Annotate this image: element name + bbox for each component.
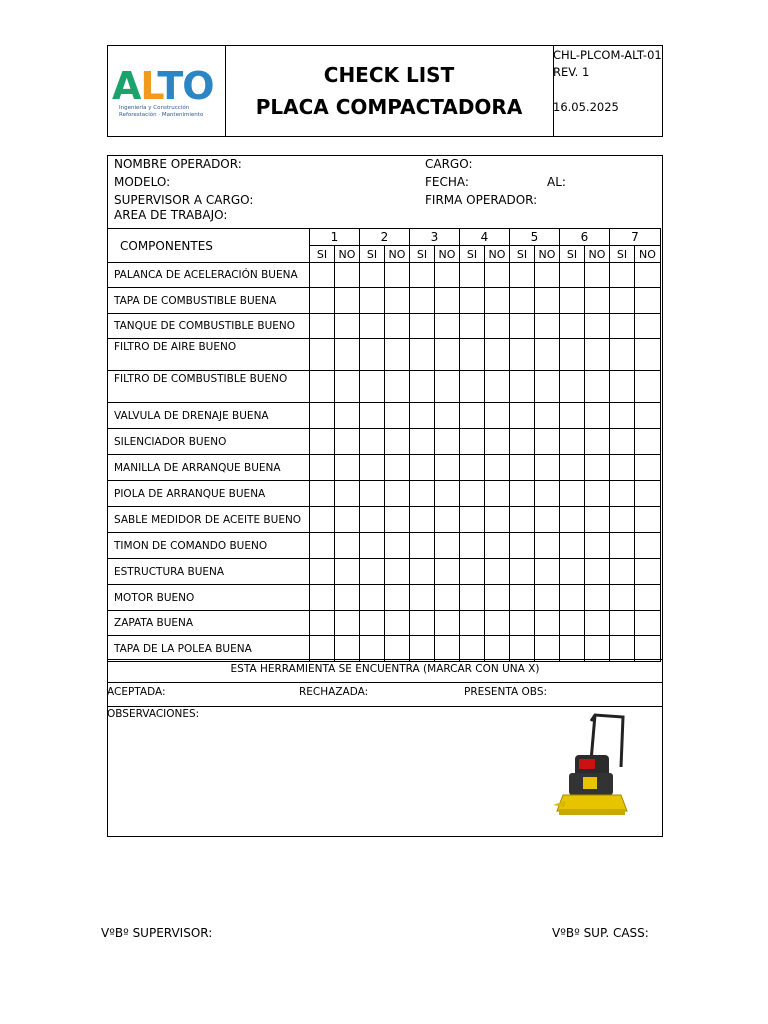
check-cell[interactable] bbox=[535, 429, 560, 455]
check-cell[interactable] bbox=[435, 533, 460, 559]
check-cell[interactable] bbox=[510, 288, 535, 314]
check-cell[interactable] bbox=[460, 481, 485, 507]
check-cell[interactable] bbox=[360, 314, 385, 339]
check-cell[interactable] bbox=[510, 339, 535, 371]
table-row bbox=[108, 371, 661, 403]
check-cell[interactable] bbox=[435, 403, 460, 429]
check-cell[interactable] bbox=[310, 636, 335, 662]
check-cell[interactable] bbox=[585, 314, 610, 339]
firma-label: FIRMA OPERADOR: bbox=[425, 193, 538, 207]
check-cell[interactable] bbox=[560, 481, 585, 507]
check-cell[interactable] bbox=[560, 636, 585, 662]
check-cell[interactable] bbox=[360, 263, 385, 288]
check-cell[interactable] bbox=[510, 507, 535, 533]
check-cell[interactable] bbox=[460, 585, 485, 611]
check-cell[interactable] bbox=[435, 507, 460, 533]
check-cell[interactable] bbox=[310, 481, 335, 507]
table-row bbox=[108, 507, 661, 533]
check-cell[interactable] bbox=[510, 636, 535, 662]
check-cell[interactable] bbox=[510, 429, 535, 455]
cargo-label: CARGO: bbox=[425, 157, 473, 171]
check-cell[interactable] bbox=[585, 403, 610, 429]
component-label: FILTRO DE COMBUSTIBLE BUENO bbox=[108, 371, 310, 403]
check-cell[interactable] bbox=[610, 611, 635, 636]
day-header: 2 bbox=[360, 229, 410, 246]
check-cell[interactable] bbox=[585, 263, 610, 288]
check-cell[interactable] bbox=[560, 314, 585, 339]
accepted-label: ACEPTADA: bbox=[107, 686, 166, 698]
check-cell[interactable] bbox=[485, 636, 510, 662]
check-cell[interactable] bbox=[485, 263, 510, 288]
observations-area bbox=[107, 706, 663, 836]
check-cell[interactable] bbox=[410, 429, 435, 455]
check-cell[interactable] bbox=[310, 559, 335, 585]
check-cell[interactable] bbox=[335, 533, 360, 559]
logo-wordmark: ALTO bbox=[112, 64, 214, 108]
check-cell[interactable] bbox=[535, 559, 560, 585]
check-cell[interactable] bbox=[460, 533, 485, 559]
component-label: ZAPATA BUENA bbox=[108, 611, 310, 636]
check-cell[interactable] bbox=[585, 611, 610, 636]
check-cell[interactable] bbox=[460, 611, 485, 636]
check-cell[interactable] bbox=[535, 314, 560, 339]
check-cell[interactable] bbox=[510, 611, 535, 636]
check-cell[interactable] bbox=[335, 611, 360, 636]
check-cell[interactable] bbox=[610, 507, 635, 533]
check-cell[interactable] bbox=[460, 507, 485, 533]
check-cell[interactable] bbox=[360, 533, 385, 559]
component-label: MANILLA DE ARRANQUE BUENA bbox=[108, 455, 310, 481]
table-row bbox=[108, 339, 661, 371]
day-header: 4 bbox=[460, 229, 510, 246]
check-cell[interactable] bbox=[310, 429, 335, 455]
table-row bbox=[108, 559, 661, 585]
check-cell[interactable] bbox=[310, 533, 335, 559]
check-cell[interactable] bbox=[435, 636, 460, 662]
check-cell[interactable] bbox=[585, 371, 610, 403]
checklist-form bbox=[107, 155, 663, 837]
si-header: SI bbox=[460, 246, 485, 263]
component-label: ESTRUCTURA BUENA bbox=[108, 559, 310, 585]
check-cell[interactable] bbox=[560, 263, 585, 288]
check-cell[interactable] bbox=[610, 559, 635, 585]
check-cell[interactable] bbox=[335, 429, 360, 455]
table-row bbox=[108, 263, 661, 288]
component-label: SILENCIADOR BUENO bbox=[108, 429, 310, 455]
check-cell[interactable] bbox=[360, 611, 385, 636]
check-cell[interactable] bbox=[435, 481, 460, 507]
check-cell[interactable] bbox=[610, 371, 635, 403]
si-header: SI bbox=[610, 246, 635, 263]
check-cell[interactable] bbox=[610, 314, 635, 339]
rejected-label: RECHAZADA: bbox=[299, 686, 369, 698]
check-cell[interactable] bbox=[610, 403, 635, 429]
check-cell[interactable] bbox=[335, 585, 360, 611]
check-cell[interactable] bbox=[535, 611, 560, 636]
check-cell[interactable] bbox=[635, 533, 661, 559]
logo-subtitle-1: Ingeniería y Construcción bbox=[119, 105, 190, 111]
check-cell[interactable] bbox=[385, 403, 410, 429]
check-cell[interactable] bbox=[360, 636, 385, 662]
check-cell[interactable] bbox=[310, 371, 335, 403]
check-cell[interactable] bbox=[560, 455, 585, 481]
fecha-label: FECHA: bbox=[425, 175, 469, 189]
check-cell[interactable] bbox=[460, 339, 485, 371]
check-cell[interactable] bbox=[360, 288, 385, 314]
check-cell[interactable] bbox=[310, 403, 335, 429]
check-cell[interactable] bbox=[410, 371, 435, 403]
check-cell[interactable] bbox=[535, 455, 560, 481]
check-cell[interactable] bbox=[610, 429, 635, 455]
table-row bbox=[108, 481, 661, 507]
model-label: MODELO: bbox=[114, 175, 171, 189]
check-cell[interactable] bbox=[435, 611, 460, 636]
doc-revision: REV. 1 bbox=[553, 65, 590, 79]
check-cell[interactable] bbox=[410, 611, 435, 636]
day-header: 7 bbox=[610, 229, 661, 246]
document-header bbox=[107, 45, 663, 137]
check-cell[interactable] bbox=[560, 585, 585, 611]
component-label: PIOLA DE ARRANQUE BUENA bbox=[108, 481, 310, 507]
compactor-image bbox=[535, 711, 637, 827]
check-cell[interactable] bbox=[510, 533, 535, 559]
check-cell[interactable] bbox=[535, 507, 560, 533]
check-cell[interactable] bbox=[535, 263, 560, 288]
check-cell[interactable] bbox=[460, 263, 485, 288]
check-cell[interactable] bbox=[585, 559, 610, 585]
check-cell[interactable] bbox=[560, 507, 585, 533]
check-cell[interactable] bbox=[335, 636, 360, 662]
check-cell[interactable] bbox=[610, 288, 635, 314]
check-cell[interactable] bbox=[485, 403, 510, 429]
check-cell[interactable] bbox=[635, 429, 661, 455]
day-header: 1 bbox=[310, 229, 360, 246]
check-cell[interactable] bbox=[310, 339, 335, 371]
check-cell[interactable] bbox=[510, 481, 535, 507]
check-cell[interactable] bbox=[535, 585, 560, 611]
check-cell[interactable] bbox=[635, 314, 661, 339]
si-header: SI bbox=[560, 246, 585, 263]
check-cell[interactable] bbox=[410, 559, 435, 585]
component-label: TANQUE DE COMBUSTIBLE BUENO bbox=[108, 314, 310, 339]
table-row bbox=[108, 429, 661, 455]
check-cell[interactable] bbox=[335, 559, 360, 585]
supervisor-signature-label: VºBº SUPERVISOR: bbox=[101, 926, 213, 940]
logo bbox=[108, 46, 226, 136]
check-cell[interactable] bbox=[460, 403, 485, 429]
check-cell[interactable] bbox=[385, 585, 410, 611]
check-cell[interactable] bbox=[460, 314, 485, 339]
check-cell[interactable] bbox=[460, 455, 485, 481]
check-cell[interactable] bbox=[635, 585, 661, 611]
observed-label: PRESENTA OBS: bbox=[464, 686, 548, 698]
check-cell[interactable] bbox=[635, 339, 661, 371]
table-row bbox=[108, 455, 661, 481]
status-options bbox=[107, 682, 663, 706]
check-cell[interactable] bbox=[335, 263, 360, 288]
table-row bbox=[108, 636, 661, 662]
no-header: NO bbox=[635, 246, 661, 263]
doc-code: CHL-PLCOM-ALT-01 bbox=[553, 48, 662, 62]
no-header: NO bbox=[385, 246, 410, 263]
logo-subtitle-2: Reforestación · Mantenimiento bbox=[119, 112, 204, 118]
check-cell[interactable] bbox=[385, 636, 410, 662]
check-cell[interactable] bbox=[485, 371, 510, 403]
check-cell[interactable] bbox=[485, 533, 510, 559]
check-cell[interactable] bbox=[635, 263, 661, 288]
component-label: TAPA DE LA POLEA BUENA bbox=[108, 636, 310, 662]
check-cell[interactable] bbox=[610, 263, 635, 288]
page-title bbox=[225, 46, 554, 136]
check-cell[interactable] bbox=[385, 533, 410, 559]
no-header: NO bbox=[535, 246, 560, 263]
check-cell[interactable] bbox=[435, 429, 460, 455]
check-cell[interactable] bbox=[635, 455, 661, 481]
area-label: AREA DE TRABAJO: bbox=[114, 208, 228, 222]
check-cell[interactable] bbox=[385, 288, 410, 314]
al-label: AL: bbox=[547, 175, 566, 189]
check-cell[interactable] bbox=[335, 288, 360, 314]
check-cell[interactable] bbox=[585, 507, 610, 533]
check-cell[interactable] bbox=[635, 288, 661, 314]
observations-label: OBSERVACIONES: bbox=[107, 708, 200, 720]
check-cell[interactable] bbox=[385, 559, 410, 585]
check-cell[interactable] bbox=[585, 339, 610, 371]
check-cell[interactable] bbox=[485, 585, 510, 611]
day-header: 6 bbox=[560, 229, 610, 246]
si-header: SI bbox=[360, 246, 385, 263]
check-cell[interactable] bbox=[335, 371, 360, 403]
check-cell[interactable] bbox=[385, 507, 410, 533]
doc-meta bbox=[553, 46, 662, 136]
check-cell[interactable] bbox=[435, 263, 460, 288]
check-cell[interactable] bbox=[535, 371, 560, 403]
check-cell[interactable] bbox=[435, 314, 460, 339]
check-cell[interactable] bbox=[485, 455, 510, 481]
check-cell[interactable] bbox=[510, 559, 535, 585]
check-cell[interactable] bbox=[535, 481, 560, 507]
check-cell[interactable] bbox=[585, 288, 610, 314]
check-cell[interactable] bbox=[535, 288, 560, 314]
check-cell[interactable] bbox=[310, 263, 335, 288]
no-header: NO bbox=[585, 246, 610, 263]
table-row bbox=[108, 611, 661, 636]
check-cell[interactable] bbox=[585, 455, 610, 481]
check-cell[interactable] bbox=[360, 585, 385, 611]
check-cell[interactable] bbox=[510, 403, 535, 429]
check-cell[interactable] bbox=[610, 455, 635, 481]
check-cell[interactable] bbox=[560, 559, 585, 585]
check-cell[interactable] bbox=[385, 371, 410, 403]
component-label: VALVULA DE DRENAJE BUENA bbox=[108, 403, 310, 429]
check-cell[interactable] bbox=[510, 263, 535, 288]
check-cell[interactable] bbox=[385, 339, 410, 371]
check-cell[interactable] bbox=[610, 533, 635, 559]
component-label: TIMON DE COMANDO BUENO bbox=[108, 533, 310, 559]
check-cell[interactable] bbox=[410, 481, 435, 507]
table-row bbox=[108, 403, 661, 429]
status-instruction: ESTA HERRAMIENTA SE ENCUENTRA (MARCAR CON UNA X) bbox=[107, 659, 663, 683]
check-cell[interactable] bbox=[360, 507, 385, 533]
check-cell[interactable] bbox=[460, 636, 485, 662]
check-cell[interactable] bbox=[485, 314, 510, 339]
check-cell[interactable] bbox=[485, 481, 510, 507]
title-line-1: CHECK LIST bbox=[323, 63, 455, 87]
check-cell[interactable] bbox=[535, 339, 560, 371]
si-header: SI bbox=[310, 246, 335, 263]
check-cell[interactable] bbox=[310, 455, 335, 481]
check-cell[interactable] bbox=[410, 339, 435, 371]
check-cell[interactable] bbox=[585, 585, 610, 611]
day-header: 3 bbox=[410, 229, 460, 246]
check-cell[interactable] bbox=[360, 339, 385, 371]
check-cell[interactable] bbox=[335, 339, 360, 371]
check-cell[interactable] bbox=[635, 507, 661, 533]
check-cell[interactable] bbox=[335, 481, 360, 507]
check-cell[interactable] bbox=[310, 288, 335, 314]
check-cell[interactable] bbox=[585, 429, 610, 455]
check-cell[interactable] bbox=[410, 263, 435, 288]
check-cell[interactable] bbox=[560, 288, 585, 314]
check-cell[interactable] bbox=[535, 403, 560, 429]
si-header: SI bbox=[410, 246, 435, 263]
check-cell[interactable] bbox=[335, 403, 360, 429]
check-cell[interactable] bbox=[435, 371, 460, 403]
check-cell[interactable] bbox=[535, 533, 560, 559]
check-cell[interactable] bbox=[385, 263, 410, 288]
check-cell[interactable] bbox=[360, 429, 385, 455]
check-cell[interactable] bbox=[460, 288, 485, 314]
check-cell[interactable] bbox=[360, 481, 385, 507]
components-header: COMPONENTES bbox=[108, 229, 310, 263]
check-cell[interactable] bbox=[360, 371, 385, 403]
check-cell[interactable] bbox=[610, 585, 635, 611]
check-cell[interactable] bbox=[560, 429, 585, 455]
check-cell[interactable] bbox=[485, 611, 510, 636]
check-cell[interactable] bbox=[335, 507, 360, 533]
check-cell[interactable] bbox=[385, 611, 410, 636]
check-cell[interactable] bbox=[385, 314, 410, 339]
check-cell[interactable] bbox=[435, 585, 460, 611]
component-label: FILTRO DE AIRE BUENO bbox=[108, 339, 310, 371]
check-cell[interactable] bbox=[585, 636, 610, 662]
check-cell[interactable] bbox=[435, 288, 460, 314]
check-cell[interactable] bbox=[460, 429, 485, 455]
check-cell[interactable] bbox=[585, 481, 610, 507]
check-cell[interactable] bbox=[610, 481, 635, 507]
no-header: NO bbox=[485, 246, 510, 263]
title-line-2: PLACA COMPACTADORA bbox=[255, 95, 523, 119]
sup-cass-signature-label: VºBº SUP. CASS: bbox=[552, 926, 649, 940]
component-label: MOTOR BUENO bbox=[108, 585, 310, 611]
check-cell[interactable] bbox=[635, 371, 661, 403]
check-cell[interactable] bbox=[635, 481, 661, 507]
check-cell[interactable] bbox=[510, 314, 535, 339]
check-cell[interactable] bbox=[335, 455, 360, 481]
check-cell[interactable] bbox=[410, 585, 435, 611]
day-header: 5 bbox=[510, 229, 560, 246]
check-cell[interactable] bbox=[410, 314, 435, 339]
no-header: NO bbox=[335, 246, 360, 263]
component-label: TAPA DE COMBUSTIBLE BUENA bbox=[108, 288, 310, 314]
supervisor-label: SUPERVISOR A CARGO: bbox=[114, 193, 254, 207]
check-cell[interactable] bbox=[410, 288, 435, 314]
check-cell[interactable] bbox=[510, 371, 535, 403]
check-cell[interactable] bbox=[410, 403, 435, 429]
check-cell[interactable] bbox=[435, 559, 460, 585]
check-cell[interactable] bbox=[485, 429, 510, 455]
check-cell[interactable] bbox=[385, 429, 410, 455]
table-row bbox=[108, 314, 661, 339]
check-cell[interactable] bbox=[335, 314, 360, 339]
component-label: PALANCA DE ACELERACIÓN BUENA bbox=[108, 263, 310, 288]
check-cell[interactable] bbox=[360, 455, 385, 481]
table-row bbox=[108, 585, 661, 611]
check-cell[interactable] bbox=[410, 455, 435, 481]
check-cell[interactable] bbox=[560, 371, 585, 403]
check-cell[interactable] bbox=[510, 455, 535, 481]
components-table bbox=[107, 228, 661, 662]
no-header: NO bbox=[435, 246, 460, 263]
check-cell[interactable] bbox=[560, 403, 585, 429]
check-cell[interactable] bbox=[585, 533, 610, 559]
check-cell[interactable] bbox=[460, 559, 485, 585]
check-cell[interactable] bbox=[385, 455, 410, 481]
check-cell[interactable] bbox=[485, 559, 510, 585]
operator-label: NOMBRE OPERADOR: bbox=[114, 157, 242, 171]
check-cell[interactable] bbox=[310, 507, 335, 533]
check-cell[interactable] bbox=[310, 611, 335, 636]
check-cell[interactable] bbox=[385, 481, 410, 507]
check-cell[interactable] bbox=[560, 533, 585, 559]
check-cell[interactable] bbox=[610, 339, 635, 371]
check-cell[interactable] bbox=[410, 636, 435, 662]
check-cell[interactable] bbox=[435, 339, 460, 371]
check-cell[interactable] bbox=[635, 636, 661, 662]
check-cell[interactable] bbox=[360, 559, 385, 585]
check-cell[interactable] bbox=[485, 507, 510, 533]
table-row bbox=[108, 533, 661, 559]
doc-date: 16.05.2025 bbox=[553, 100, 619, 114]
check-cell[interactable] bbox=[485, 339, 510, 371]
check-cell[interactable] bbox=[460, 371, 485, 403]
check-cell[interactable] bbox=[435, 455, 460, 481]
si-header: SI bbox=[510, 246, 535, 263]
check-cell[interactable] bbox=[535, 636, 560, 662]
table-row bbox=[108, 288, 661, 314]
check-cell[interactable] bbox=[635, 611, 661, 636]
check-cell[interactable] bbox=[360, 403, 385, 429]
check-cell[interactable] bbox=[485, 288, 510, 314]
check-cell[interactable] bbox=[510, 585, 535, 611]
check-cell[interactable] bbox=[310, 585, 335, 611]
component-label: SABLE MEDIDOR DE ACEITE BUENO bbox=[108, 507, 310, 533]
check-cell[interactable] bbox=[610, 636, 635, 662]
check-cell[interactable] bbox=[635, 559, 661, 585]
check-cell[interactable] bbox=[560, 339, 585, 371]
check-cell[interactable] bbox=[560, 611, 585, 636]
check-cell[interactable] bbox=[310, 314, 335, 339]
check-cell[interactable] bbox=[410, 507, 435, 533]
check-cell[interactable] bbox=[635, 403, 661, 429]
check-cell[interactable] bbox=[410, 533, 435, 559]
